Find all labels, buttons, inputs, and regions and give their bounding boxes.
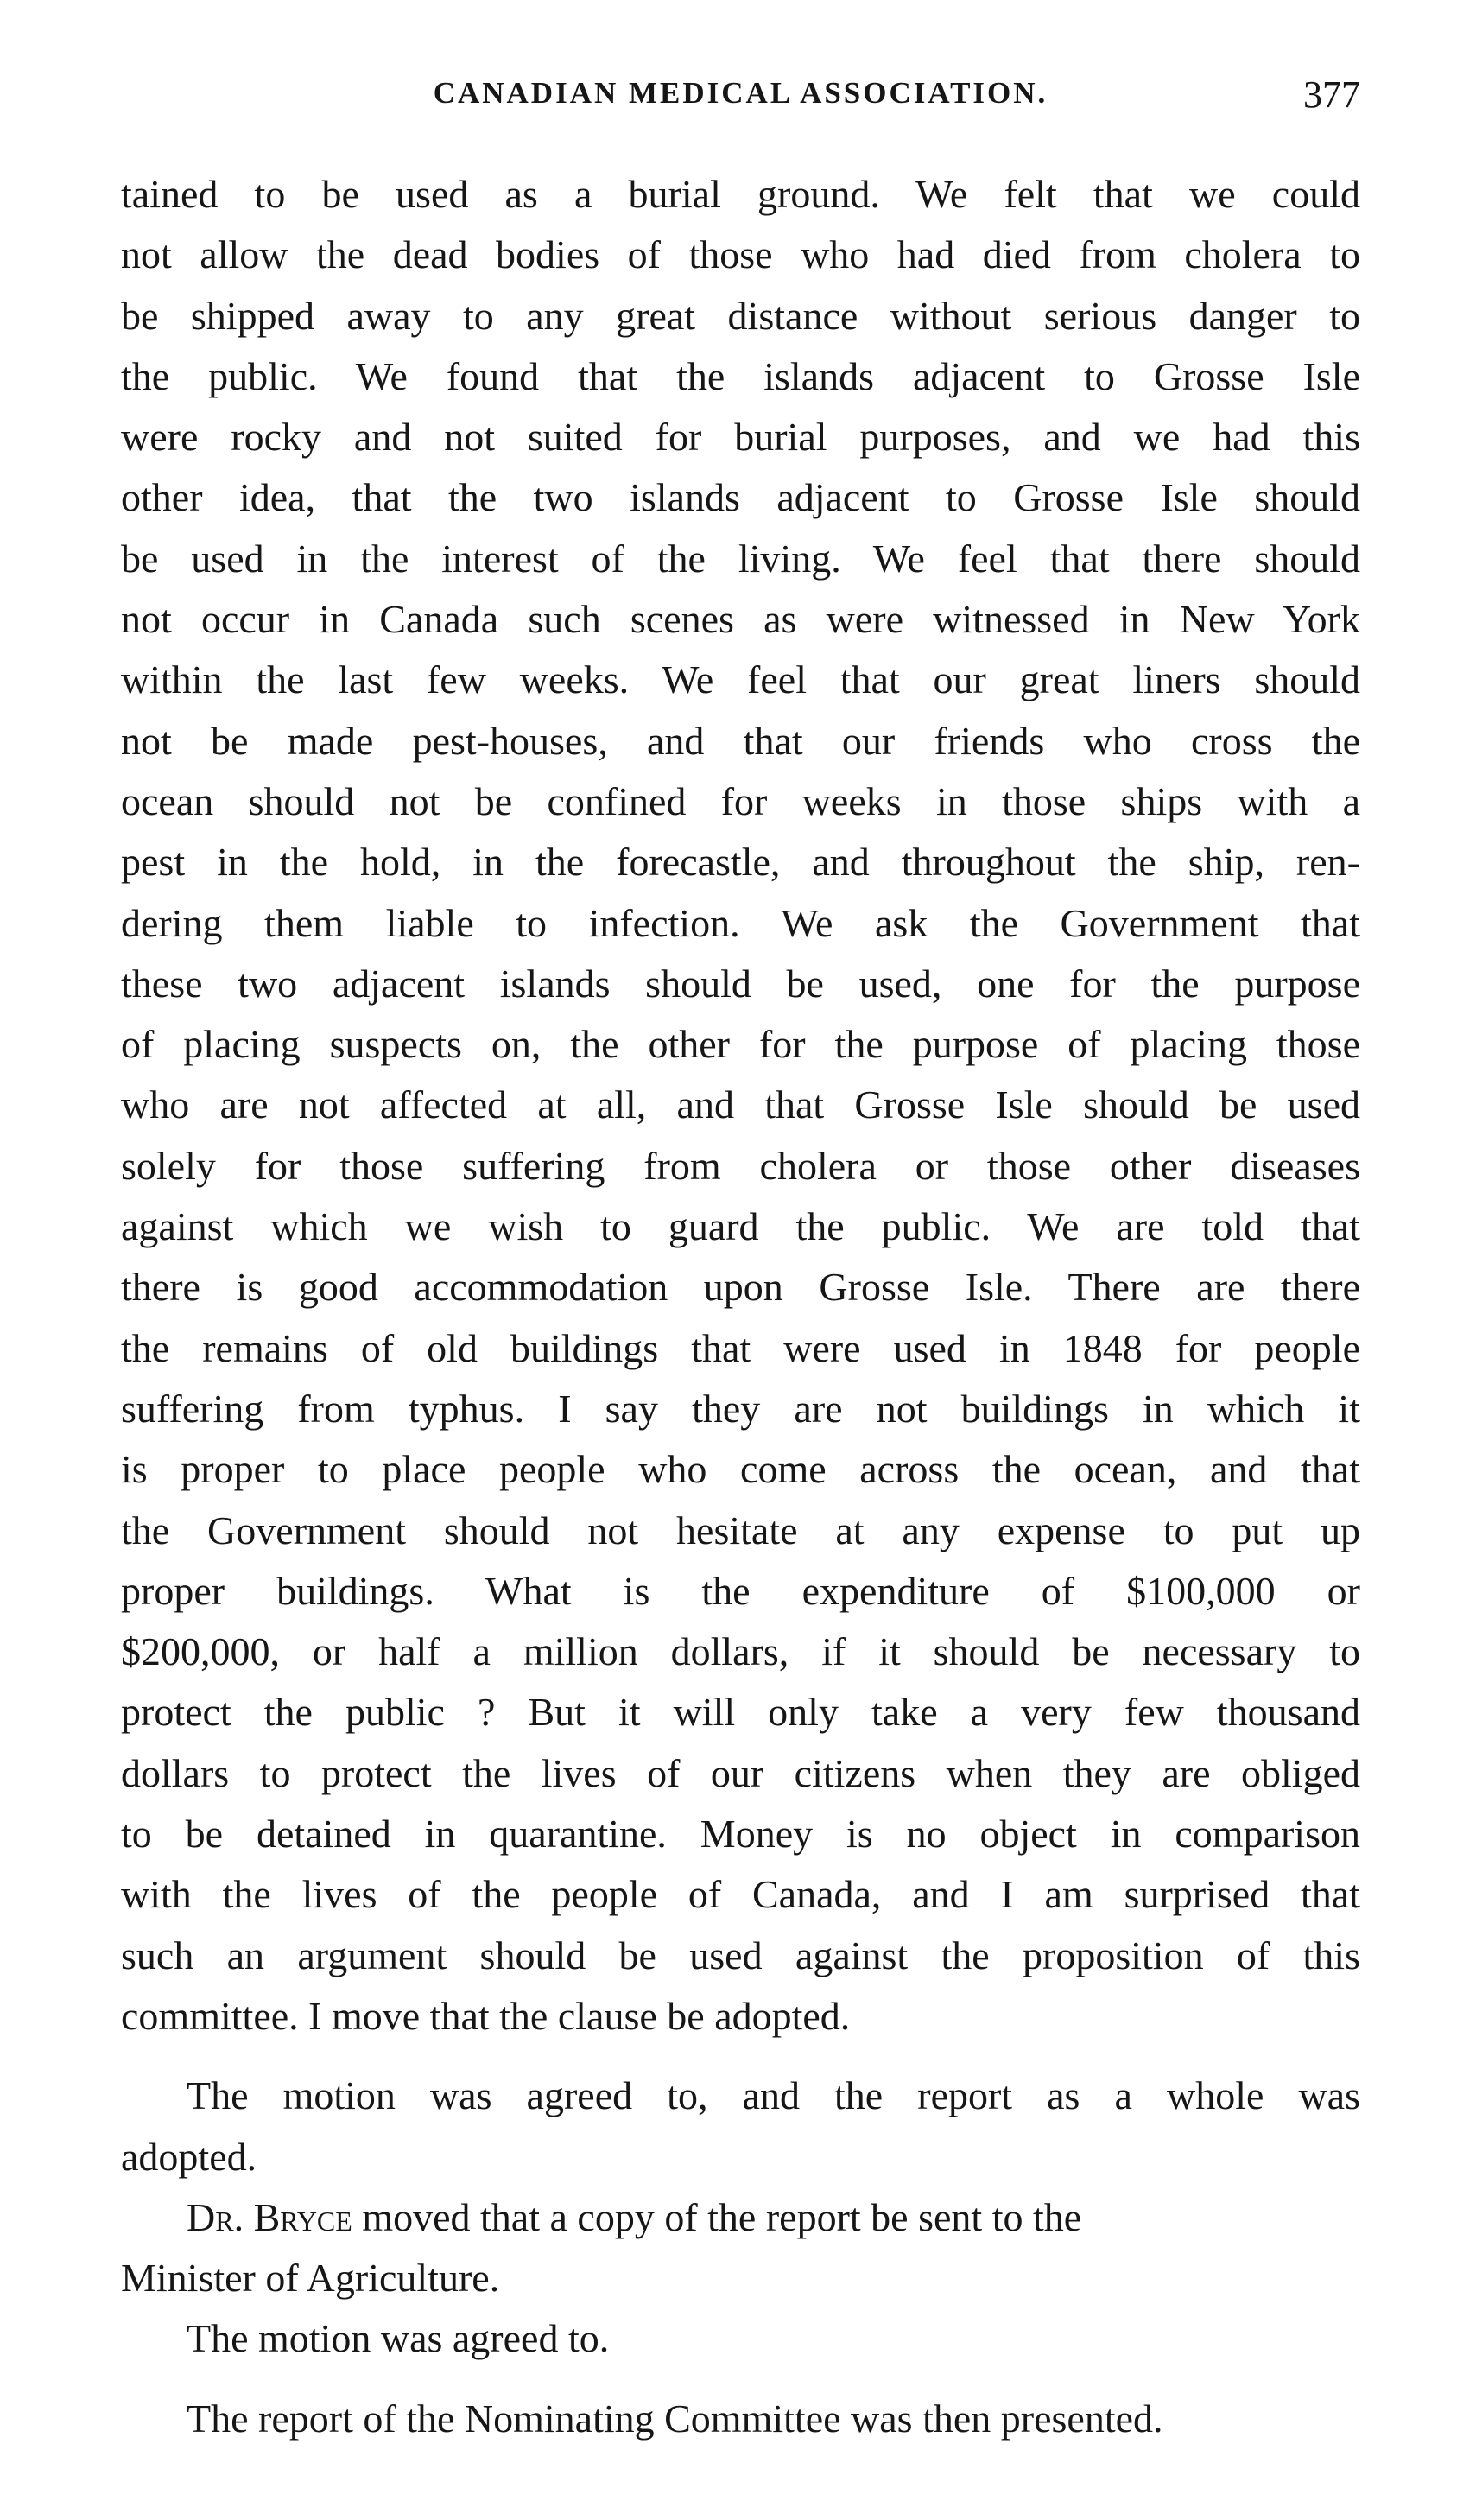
page-number: 377 [1303, 73, 1360, 116]
text-line: proper buildings. What is the expenditure of $100,000 or [121, 1568, 1360, 1613]
text-line: not be made pest-houses, and that our friends who cross the [121, 718, 1360, 763]
body-text [121, 164, 1360, 2449]
text-fragment: moved that a copy of the report be sent to the [352, 2194, 1082, 2239]
text-line: were rocky and not suited for burial purposes, and we had this [121, 415, 1360, 460]
text-line: dering them liable to infection. We ask the Government that [121, 900, 1360, 945]
text-line: other idea, that the two islands adjacent to Grosse Isle should [121, 475, 1360, 520]
text-line: protect the public ? But it will only take a very few thousand [121, 1690, 1360, 1735]
text-line [121, 2187, 1360, 2248]
paragraph-motion-report [121, 2066, 1360, 2187]
text-line: within the last few weeks. We feel that our great liners should [121, 657, 1360, 702]
paragraph-dr-bryce-motion [121, 2187, 1360, 2309]
page-header [121, 73, 1360, 128]
paragraph-nominating-committee [121, 2389, 1360, 2449]
text-line: pest in the hold, in the forecastle, and throughout the ship, ren- [121, 840, 1360, 885]
text-line: The report of the Nominating Committee was then presented. [187, 2396, 1163, 2441]
text-line: suffering from typhus. I say they are not buildings in which it [121, 1386, 1360, 1431]
text-line: with the lives of the people of Canada, and I am surprised that [121, 1872, 1360, 1917]
text-line: The motion was agreed to, and the report as a whole was [187, 2073, 1360, 2118]
text-line: the public. We found that the islands adjacent to Grosse Isle [121, 353, 1360, 398]
text-line: to be detained in quarantine. Money is no object in comparison [121, 1812, 1360, 1857]
text-line: not occur in Canada such scenes as were witnessed in New York [121, 597, 1360, 642]
speaker-name: Dr. Bryce [187, 2194, 352, 2239]
text-line: such an argument should be used against the proposition of this [121, 1933, 1360, 1977]
text-line: Minister of Agriculture. [121, 2256, 500, 2301]
text-line: dollars to protect the lives of our citizens when they are obliged [121, 1750, 1360, 1795]
text-line: who are not affected at all, and that Grosse Isle should be used [121, 1082, 1360, 1127]
text-line: solely for those suffering from cholera or those other diseases [121, 1143, 1360, 1188]
text-line: against which we wish to guard the public. We are told that [121, 1204, 1360, 1249]
text-line: not allow the dead bodies of those who had died from cholera to [121, 232, 1360, 277]
text-line: the Government should not hesitate at any expense to put up [121, 1508, 1360, 1552]
text-line: $200,000, or half a million dollars, if it should be necessary to [121, 1629, 1360, 1674]
text-line: the remains of old buildings that were used in 1848 for people [121, 1325, 1360, 1370]
paragraph-motion-agreed [121, 2308, 1360, 2369]
text-line: be shipped away to any great distance without serious danger to [121, 293, 1360, 338]
text-line: tained to be used as a burial ground. We felt that we could [121, 172, 1360, 216]
text-line: of placing suspects on, the other for the purpose of placing those [121, 1022, 1360, 1067]
text-line: is proper to place people who come across the ocean, and that [121, 1447, 1360, 1492]
text-line: ocean should not be confined for weeks in those ships with a [121, 778, 1360, 823]
running-head: CANADIAN MEDICAL ASSOCIATION. [433, 76, 1048, 110]
text-line: adopted. [121, 2134, 257, 2179]
text-line: The motion was agreed to. [187, 2316, 610, 2361]
text-line: be used in the interest of the living. We feel that there should [121, 536, 1360, 581]
text-line: there is good accommodation upon Grosse Isle. There are there [121, 1265, 1360, 1310]
text-line: committee. I move that the clause be adopted. [121, 1993, 851, 2038]
paragraph-committee-speech [121, 164, 1360, 2047]
text-line: these two adjacent islands should be used, one for the purpose [121, 961, 1360, 1006]
